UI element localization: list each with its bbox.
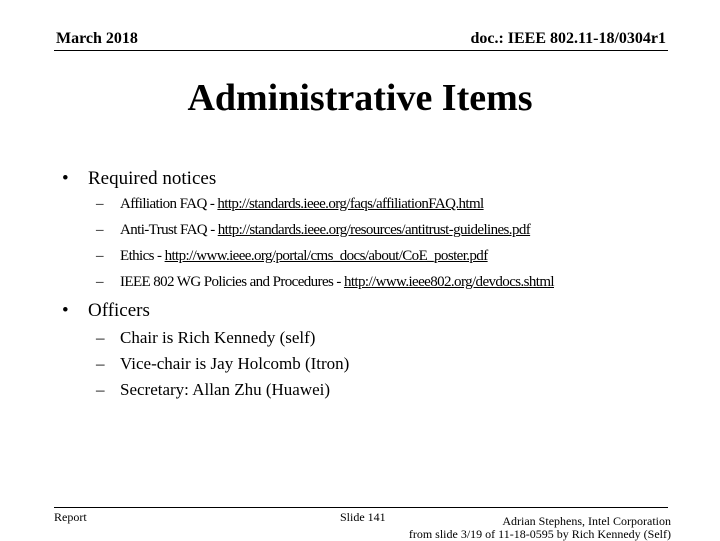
notice-prefix: IEEE 802 WG Policies and Procedures - xyxy=(120,274,344,290)
bullet-label: Officers xyxy=(88,300,150,321)
antitrust-faq-link[interactable]: http://standards.ieee.org/resources/antitrust-guidelines.pdf xyxy=(217,222,531,238)
notice-item-ethics xyxy=(96,248,488,265)
bullet-icon: • xyxy=(62,300,69,321)
footer-author xyxy=(409,515,671,541)
dash-icon: – xyxy=(96,328,105,347)
dash-icon: – xyxy=(96,196,104,212)
bullet-icon: • xyxy=(62,168,69,189)
page-title: Administrative Items xyxy=(187,77,533,119)
notice-prefix: Anti-Trust FAQ - xyxy=(120,222,218,238)
officer-text: Chair is Rich Kennedy (self) xyxy=(120,328,316,347)
affiliation-faq-link[interactable]: http://standards.ieee.org/faqs/affiliationFAQ.html xyxy=(217,196,484,212)
policies-link[interactable]: http://www.ieee802.org/devdocs.shtml xyxy=(343,274,554,290)
notice-item-policies xyxy=(96,274,554,291)
footer-author-line1: Adrian Stephens, Intel Corporation xyxy=(502,514,671,528)
footer-author-line2: from slide 3/19 of 11-18-0595 by Rich Kennedy (Self) xyxy=(408,527,671,541)
header-doc-id: doc.: IEEE 802.11-18/0304r1 xyxy=(470,30,666,47)
bullet-required-notices xyxy=(62,168,216,190)
officer-item-chair xyxy=(96,328,315,348)
officer-item-vice-chair xyxy=(96,354,349,374)
footer-report: Report xyxy=(54,510,87,524)
officer-text: Secretary: Allan Zhu (Huawei) xyxy=(120,380,331,399)
officer-item-secretary xyxy=(96,380,330,400)
dash-icon: – xyxy=(96,274,104,290)
footer-slide-number: Slide 141 xyxy=(340,510,386,524)
dash-icon: – xyxy=(96,222,104,238)
notice-item-antitrust xyxy=(96,222,530,239)
ethics-link[interactable]: http://www.ieee.org/portal/cms_docs/about/CoE_poster.pdf xyxy=(164,248,488,264)
footer-divider xyxy=(54,507,668,508)
dash-icon: – xyxy=(96,354,105,373)
bullet-officers xyxy=(62,300,150,322)
notice-item-affiliation xyxy=(96,196,484,213)
header-date: March 2018 xyxy=(56,30,138,47)
notice-prefix: Affiliation FAQ - xyxy=(120,196,218,212)
notice-prefix: Ethics - xyxy=(120,248,165,264)
bullet-label: Required notices xyxy=(88,168,217,189)
dash-icon: – xyxy=(96,248,104,264)
dash-icon: – xyxy=(96,380,105,399)
header-divider xyxy=(54,50,668,51)
officer-text: Vice-chair is Jay Holcomb (Itron) xyxy=(120,354,350,373)
